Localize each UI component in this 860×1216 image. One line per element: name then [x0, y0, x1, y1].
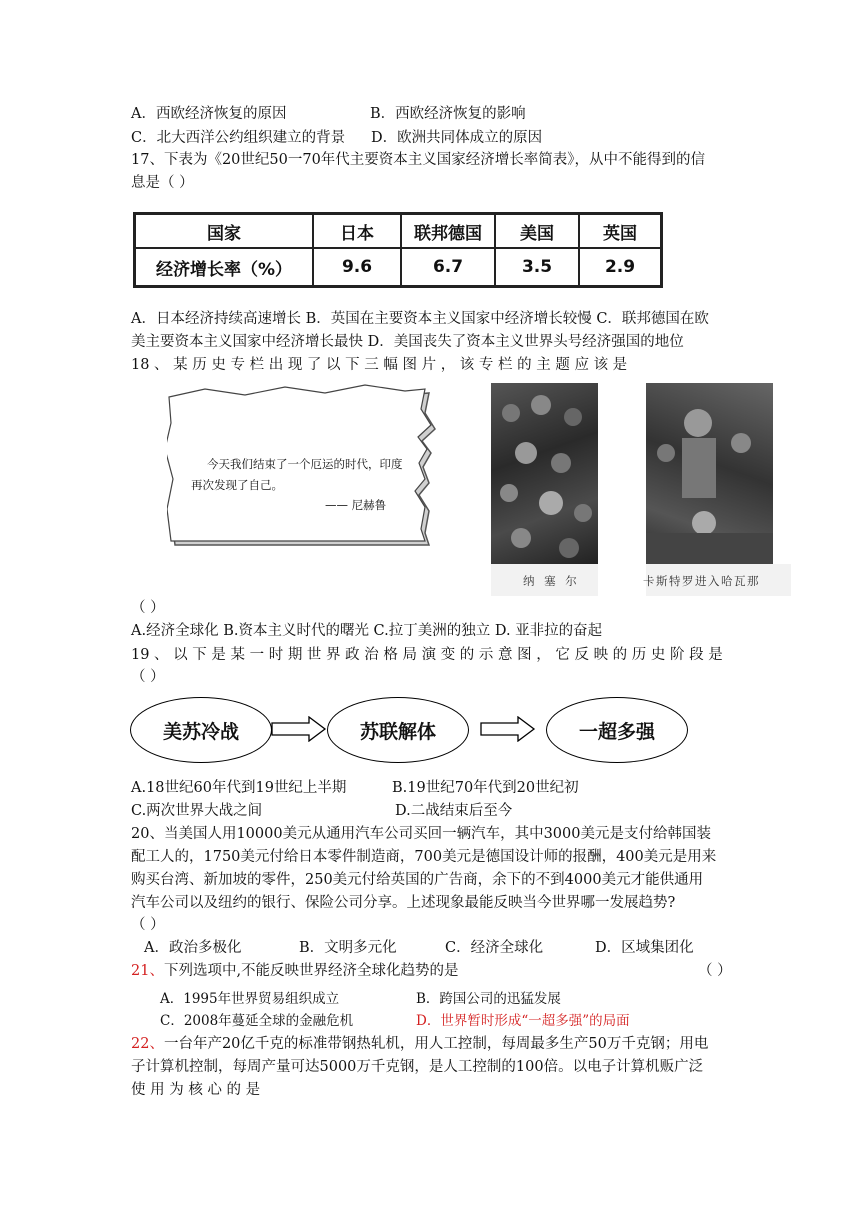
q21-number: 21、 — [131, 963, 164, 979]
q20-option-a: A．政治多极化 — [144, 940, 242, 956]
q19-option-a: A.18世纪60年代到19世纪上半期 — [131, 780, 347, 796]
table-cell: 2.9 — [579, 248, 662, 287]
q22-line1 — [131, 1034, 708, 1054]
q20-line3: 购买台湾、新加坡的零件，250美元付给英国的广告商，余下的不到4000美元才能供通用 — [131, 872, 704, 888]
ussr-collapse-node: 苏联解体 — [327, 697, 469, 763]
q20-line5: （ ） — [131, 917, 165, 933]
q22-number: 22、 — [131, 1036, 164, 1052]
q20-line2: 配工人的，1750美元付给日本零件制造商，700美元是德国设计师的报酬，400美元是用来 — [131, 849, 717, 865]
table-cell: 联邦德国 — [401, 214, 495, 249]
q22-line2: 子计算机控制，每周产量可达5000万千克钢，是人工控制的100倍。以电子计算机贩广泛 — [131, 1059, 704, 1075]
table-cell: 经济增长率（%） — [135, 248, 314, 287]
q21-option-c: C．2008年蔓延全球的金融危机 — [160, 1013, 354, 1029]
q16-option-b: B．西欧经济恢复的影响 — [370, 106, 526, 122]
q18-bracket: （ ） — [131, 600, 165, 616]
table-row — [135, 248, 662, 287]
table-cell: 国家 — [135, 214, 314, 249]
q21-option-b: B．跨国公司的迅猛发展 — [416, 991, 561, 1007]
q20-option-d: D．区域集团化 — [595, 940, 694, 956]
q17-stem-line1: 17、下表为《20世纪50一70年代主要资本主义国家经济增长率简表》，从中不能得到的信 — [131, 152, 706, 168]
q19-stem-line1: 19 、 以 下 是 某 一 时 期 世 界 政 治 格 局 演 变 的 示 意 图 ， 它 反 映 的 历 史 阶 段 是 — [131, 647, 723, 663]
q16-option-c: C．北大西洋公约组织建立的背景 — [131, 130, 346, 146]
arrow-icon — [480, 716, 536, 742]
castro-photo — [646, 383, 773, 564]
crowd-image — [491, 383, 598, 564]
quote-line1: 今天我们结束了一个厄运的时代，印度 — [207, 457, 403, 471]
q21-bracket: （ ） — [698, 963, 732, 979]
nehru-quote-card — [167, 383, 437, 553]
q21-option-d: D．世界暂时形成“一超多强”的局面 — [416, 1013, 630, 1029]
cold-war-node: 美苏冷战 — [130, 697, 272, 763]
q20-option-b: B．文明多元化 — [299, 940, 397, 956]
q19-stem-line2: （ ） — [131, 669, 165, 685]
nasser-caption: 纳 塞 尔 — [523, 574, 580, 588]
q22-text: 一台年产20亿千克的标准带钢热轧机，用人工控制，每周最多生产50万千克钢；用电 — [163, 1036, 709, 1052]
q20-line4: 汽车公司以及纽约的银行、保险公司分享。上述现象最能反映当今世界哪一发展趋势? — [131, 895, 676, 911]
q19-option-b: B.19世纪70年代到20世纪初 — [392, 780, 579, 796]
unipolar-node: 一超多强 — [546, 697, 688, 763]
q16-option-d: D．欧洲共同体成立的原因 — [371, 130, 543, 146]
q21-text: 下列选项中,不能反映世界经济全球化趋势的是 — [163, 963, 459, 979]
q19-option-d: D.二战结束后至今 — [395, 803, 513, 819]
q20-option-c: C．经济全球化 — [445, 940, 544, 956]
castro-caption: 卡斯特罗进入哈瓦那 — [643, 574, 760, 588]
q21-stem — [131, 961, 459, 981]
table-cell: 9.6 — [313, 248, 401, 287]
arrow-icon — [271, 716, 327, 742]
table-cell: 美国 — [495, 214, 579, 249]
q22-line3: 使 用 为 核 心 的 是 — [131, 1082, 261, 1098]
quote-author: —— 尼赫鲁 — [325, 498, 387, 512]
nasser-photo — [491, 383, 598, 564]
growth-rate-table — [133, 212, 663, 288]
table-header-row — [135, 214, 662, 249]
table-cell: 日本 — [313, 214, 401, 249]
q19-option-c: C.两次世界大战之间 — [131, 803, 263, 819]
q18-stem: 18 、 某 历 史 专 栏 出 现 了 以 下 三 幅 图 片 ， 该 专 栏 的 主 题 应 该 是 — [131, 357, 628, 373]
castro-image — [646, 383, 773, 564]
table-cell: 6.7 — [401, 248, 495, 287]
q17-stem-line2: 息是（ ） — [131, 175, 194, 191]
table-cell: 英国 — [579, 214, 662, 249]
q16-option-a: A．西欧经济恢复的原因 — [131, 106, 287, 122]
table-cell: 3.5 — [495, 248, 579, 287]
q21-option-a: A．1995年世界贸易组织成立 — [160, 991, 340, 1007]
q20-line1: 20、当美国人用10000美元从通用汽车公司买回一辆汽车，其中3000美元是支付给韩国装 — [131, 826, 711, 842]
q17-options-line2: 美主要资本主义国家中经济增长最快 D．美国丧失了资本主义世界头号经济强国的地位 — [131, 334, 684, 350]
q17-options-line1: A．日本经济持续高速增长 B．英国在主要资本主义国家中经济增长较慢 C．联邦德国在欧 — [131, 311, 709, 327]
quote-line2: 再次发现了自己。 — [191, 478, 283, 492]
q18-options: A.经济全球化 B.资本主义时代的曙光 C.拉丁美洲的独立 D. 亚非拉的奋起 — [131, 623, 603, 639]
